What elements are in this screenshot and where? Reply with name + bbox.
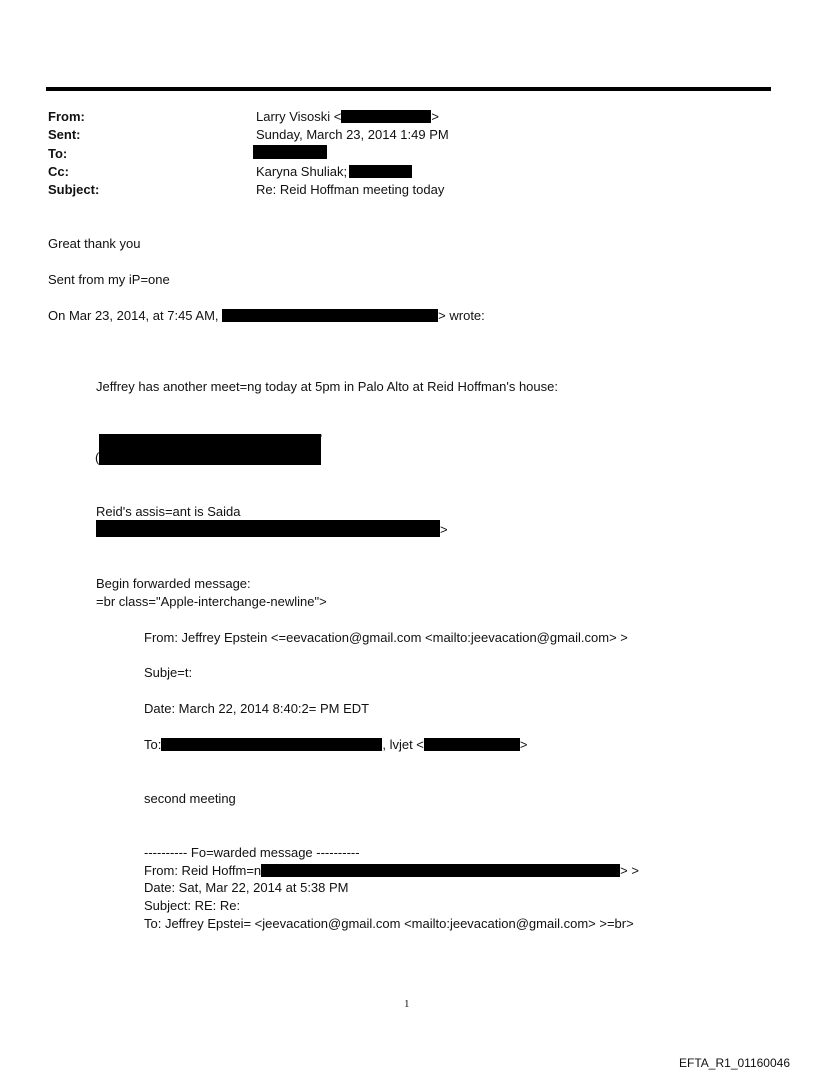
nested-from-line	[144, 863, 639, 879]
nested-date-line: Date: Sat, Mar 22, 2014 at 5:38 PM	[144, 880, 349, 895]
subject-label: Subject:	[48, 182, 100, 197]
nested-subject-line: Subject: RE: Re:	[144, 898, 241, 913]
nested-from-tail: > >	[620, 863, 639, 878]
fwd-date-line: Date: March 22, 2014 8:40:2= PM EDT	[144, 701, 370, 716]
cc-value	[256, 164, 412, 180]
fwd-to-tail: >	[519, 737, 528, 752]
fwd-to-prefix: To:	[144, 737, 162, 752]
page-number: 1	[404, 998, 410, 1010]
nested-separator: ---------- Fo=warded message ----------	[144, 845, 360, 860]
cc-name: Karyna Shuliak;	[256, 164, 348, 179]
redaction	[161, 738, 382, 751]
cc-label: Cc:	[48, 164, 69, 179]
from-tail: >	[431, 109, 439, 124]
begin-forwarded: Begin forwarded message:	[96, 576, 251, 591]
redaction	[424, 738, 520, 751]
nested-to-line: To: Jeffrey Epstei= <jeevacation@gmail.com <mailto:jeevacation@gmail.com> >=br>	[144, 916, 634, 931]
from-label: From:	[48, 109, 85, 124]
address-redaction	[99, 434, 321, 465]
quote-intro	[48, 308, 485, 324]
signature-text: Sent from my iP=one	[48, 272, 170, 287]
redaction	[222, 309, 438, 322]
redaction	[261, 864, 620, 877]
from-name: Larry Visoski <	[256, 109, 342, 124]
fwd-to-middle: , lvjet <	[382, 737, 424, 752]
redaction	[349, 165, 412, 178]
fwd-message: second meeting	[144, 791, 236, 806]
redacted-paren: (	[95, 450, 100, 465]
assistant-redaction	[96, 520, 440, 537]
sent-label: Sent:	[48, 127, 81, 142]
to-redaction	[253, 145, 327, 159]
redacted-tick: '	[320, 433, 323, 445]
document-id: EFTA_R1_01160046	[679, 1056, 790, 1070]
sent-value: Sunday, March 23, 2014 1:49 PM	[256, 127, 449, 142]
subject-value: Re: Reid Hoffman meeting today	[256, 182, 445, 197]
quote-intro-start: On Mar 23, 2014, at 7:45 AM,	[48, 308, 219, 323]
meeting-line: Jeffrey has another meet=ng today at 5pm in Palo Alto at Reid Hoffman's house:	[96, 379, 558, 394]
redaction	[341, 110, 431, 123]
fwd-to-line	[144, 737, 527, 753]
quote-intro-end: > wrote:	[438, 308, 485, 323]
reply-text: Great thank you	[48, 236, 141, 251]
br-line: =br class="Apple-interchange-newline">	[96, 594, 327, 609]
fwd-from-line: From: Jeffrey Epstein <=eevacation@gmail.com <mailto:jeevacation@gmail.com> >	[144, 630, 628, 645]
header-rule	[46, 87, 771, 91]
assistant-line: Reid's assis=ant is Saida	[96, 504, 241, 519]
from-value	[256, 109, 439, 125]
assistant-tail: >	[440, 522, 448, 537]
fwd-subject-line: Subje=t:	[144, 665, 193, 680]
to-label: To:	[48, 146, 68, 161]
nested-from-prefix: From: Reid Hoffm=n	[144, 863, 262, 878]
